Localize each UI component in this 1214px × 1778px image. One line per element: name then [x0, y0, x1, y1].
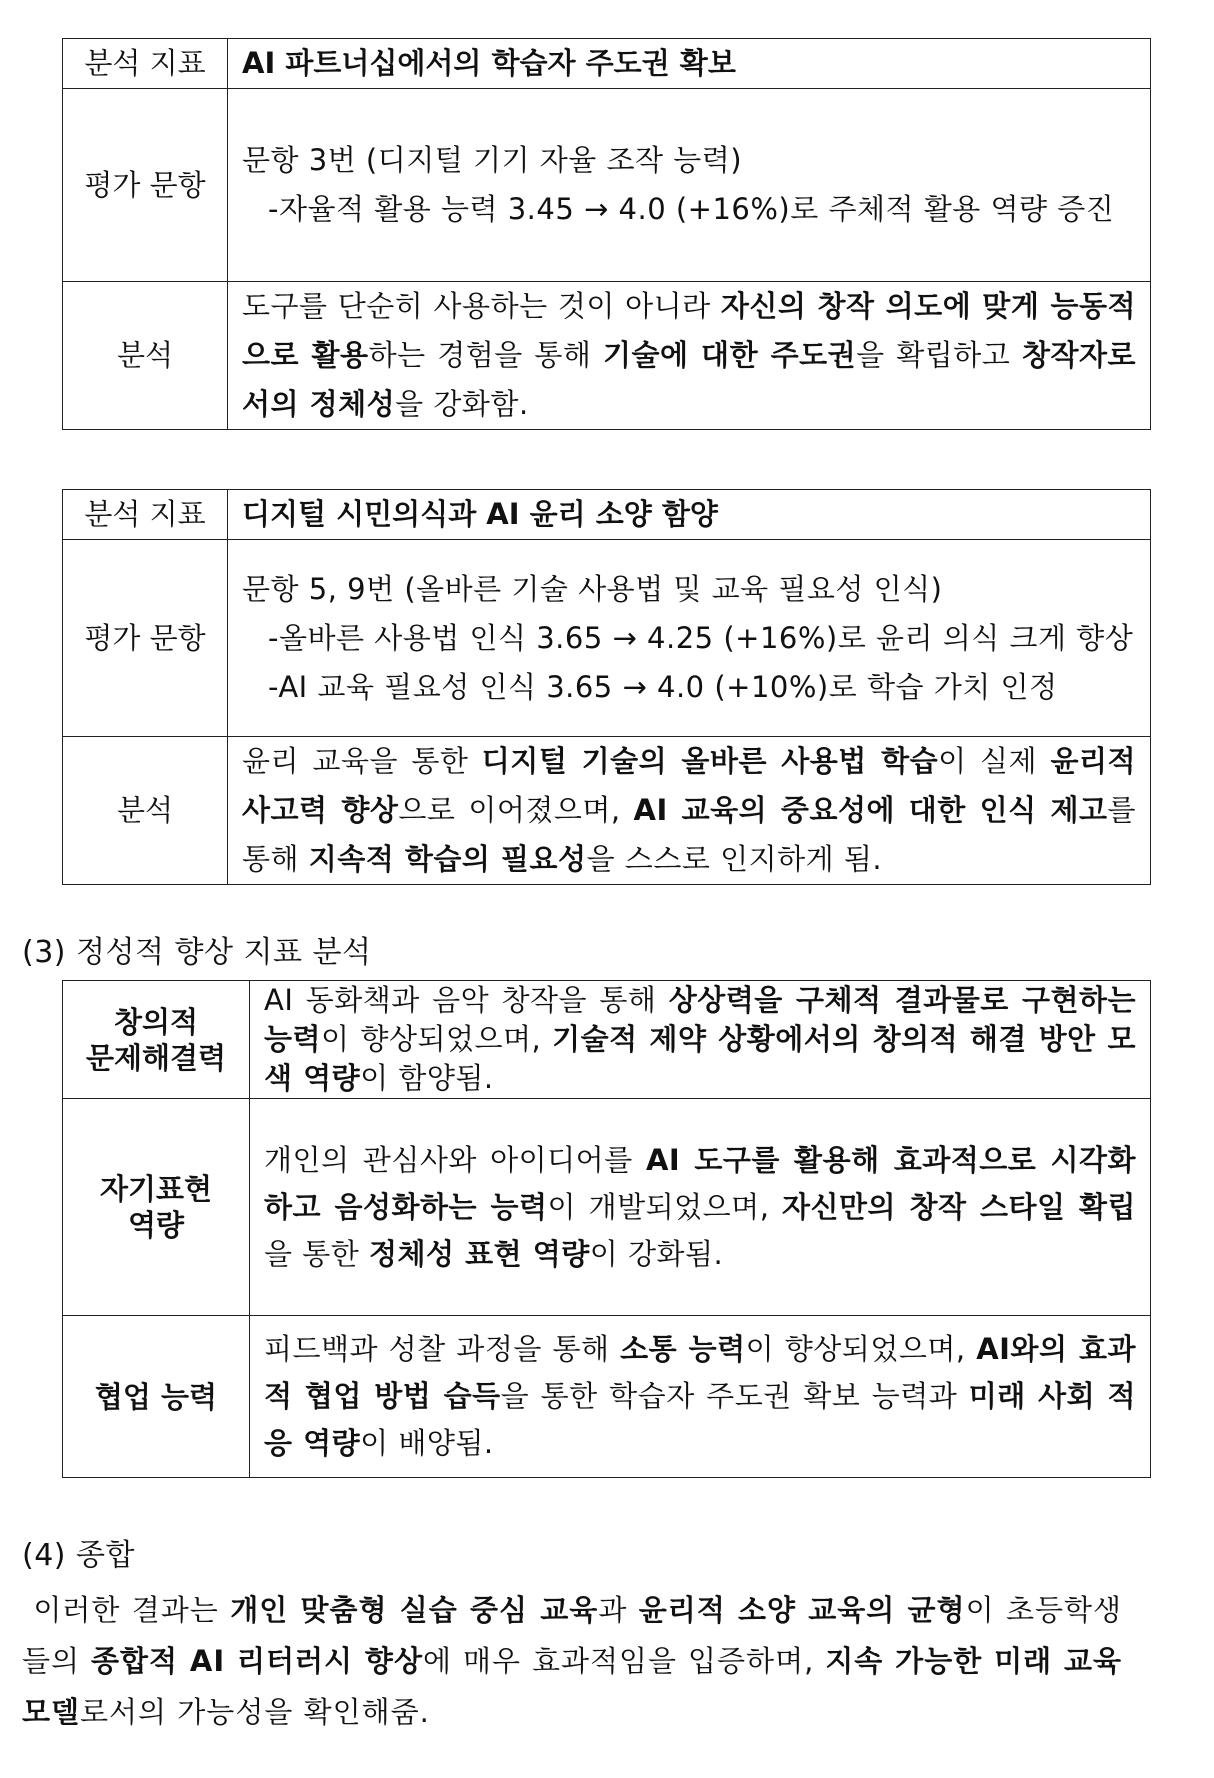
header-label: 분석 지표	[63, 39, 228, 89]
eval-line: -올바른 사용법 인식 3.65 → 4.25 (+16%)로 윤리 의식 크게 향상	[268, 620, 1134, 655]
header-label: 분석 지표	[63, 490, 228, 540]
indicator-table-1	[62, 38, 1151, 430]
analysis-text: 도구를 단순히 사용하는 것이 아니라 자신의 창작 의도에 맞게 능동적으로 활용하는 경험을 통해 기술에 대한 주도권을 확립하고 창작자로서의 정체성을 강화함.	[228, 282, 1151, 430]
eval-items	[228, 89, 1151, 282]
row-text: AI 동화책과 음악 창작을 통해 상상력을 구체적 결과물로 구현하는 능력이 향상되었으며, 기술적 제약 상황에서의 창의적 해결 방안 모색 역량이 함양됨.	[250, 981, 1151, 1099]
eval-line: -자율적 활용 능력 3.45 → 4.0 (+16%)로 주체적 활용 역량 증진	[268, 192, 1115, 226]
eval-line: -AI 교육 필요성 인식 3.65 → 4.0 (+10%)로 학습 가치 인정	[268, 669, 1058, 704]
section-3-title: (3) 정성적 향상 지표 분석	[22, 935, 372, 970]
header-title: 디지털 시민의식과 AI 윤리 소양 함양	[228, 490, 1151, 540]
qualitative-table	[62, 980, 1151, 1478]
row-text: 피드백과 성찰 과정을 통해 소통 능력이 향상되었으며, AI와의 효과적 협업 방법 습득을 통한 학습자 주도권 확보 능력과 미래 사회 적응 역량이 배양됨.	[250, 1316, 1151, 1478]
eval-line: 문항 5, 9번 (올바른 기술 사용법 및 교육 필요성 인식)	[242, 571, 943, 606]
analysis-text: 윤리 교육을 통한 디지털 기술의 올바른 사용법 학습이 실제 윤리적 사고력 향상으로 이어졌으며, AI 교육의 중요성에 대한 인식 제고를 통해 지속적 학습의 필요성을 스스로 인지하게 됨.	[228, 737, 1151, 885]
eval-line: 문항 3번 (디지털 기기 자율 조작 능력)	[242, 143, 743, 177]
analysis-label: 분석	[63, 737, 228, 885]
indicator-table-2	[62, 489, 1151, 885]
section-4-title: (4) 종합	[22, 1538, 135, 1573]
row-label: 자기표현 역량	[63, 1099, 250, 1316]
row-label: 창의적 문제해결력	[63, 981, 250, 1099]
row-text: 개인의 관심사와 아이디어를 AI 도구를 활용해 효과적으로 시각화하고 음성화하는 능력이 개발되었으며, 자신만의 창작 스타일 확립을 통한 정체성 표현 역량이 강화됨.	[250, 1099, 1151, 1316]
eval-items	[228, 540, 1151, 737]
row-label: 협업 능력	[63, 1316, 250, 1478]
header-title: AI 파트너십에서의 학습자 주도권 확보	[228, 39, 1151, 89]
analysis-label: 분석	[63, 282, 228, 430]
eval-label: 평가 문항	[63, 89, 228, 282]
eval-label: 평가 문항	[63, 540, 228, 737]
summary-paragraph: 이러한 결과는 개인 맞춤형 실습 중심 교육과 윤리적 소양 교육의 균형이 초등학생들의 종합적 AI 리터러시 향상에 매우 효과적임을 입증하며, 지속 가능한 미래 교육 모델로서의 가능성을 확인해줌.	[22, 1593, 1123, 1729]
